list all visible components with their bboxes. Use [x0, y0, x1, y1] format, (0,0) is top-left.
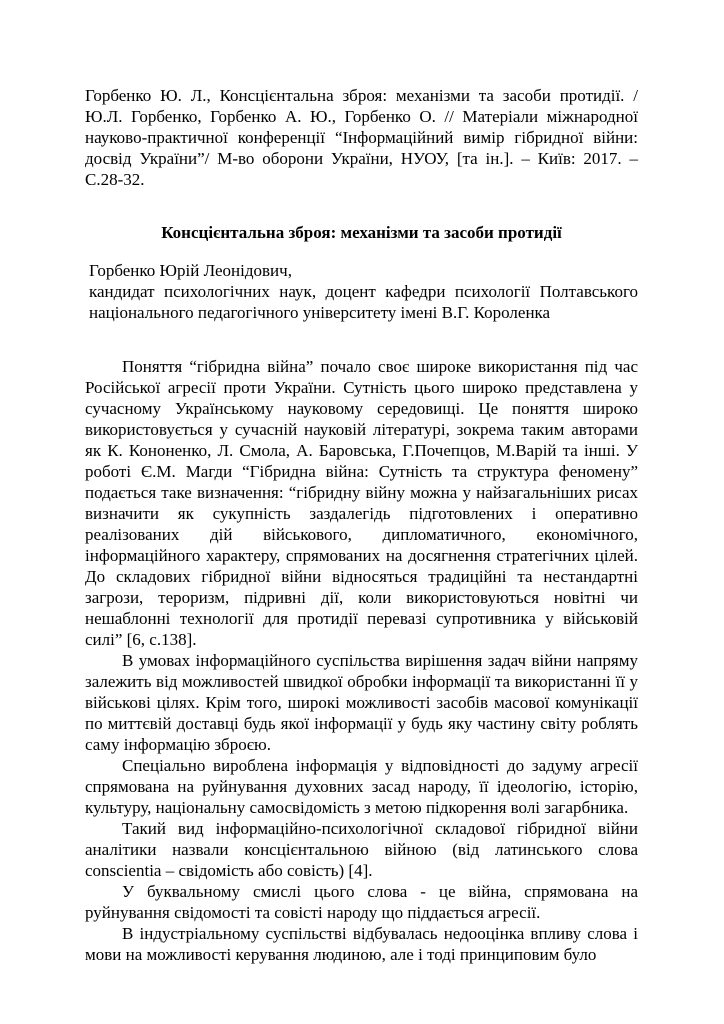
text-column	[85, 85, 638, 965]
author-name: Горбенко Юрій Леонідович,	[89, 261, 292, 280]
article-title: Консцієнтальна зброя: механізми та засоби протидії	[161, 223, 562, 242]
author-block	[85, 260, 638, 323]
body-paragraph: В індустріальному суспільстві відбувалась недооцінка впливу слова і мови на можливості керування людиною, але і тоді принциповим було	[85, 924, 638, 964]
article-body	[85, 356, 638, 965]
body-paragraph: Такий вид інформаційно-психологічної складової гібридної війни аналітики назвали консцієнтальною війною (від латинського слова conscientia – свідомість або совість) [4].	[85, 819, 638, 880]
body-paragraph: Поняття “гібридна війна” почало своє широке використання під час Російської агресії проти України. Сутність цього широко представлена у сучасному Українському науковому середовищі. Це поняття широко використовується у сучасній науковій літературі, зокрема таким авторами як К. Кононенко, Л. Смола, А. Баровська, Г.Почепцов, М.Варій та інші. У роботі Є.М. Магди “Гібридна війна: Сутність та структура феномену” подається таке визначення: “гібридну війну можна у найзагальніших рисах визначити як сукупність заздалегідь підготовлених і оперативно реалізованих дій військового, дипломатичного, економічного, інформаційного характеру, спрямованих на досягнення стратегічних цілей. До складових гібридної війни відносяться традиційні та нестандартні загрози, тероризм, підривні дії, коли використовуються новітні чи нешаблонні технології для протидії перевазі супротивника у військовій силі” [6, с.138].	[85, 357, 638, 649]
body-paragraph: Спеціально вироблена інформація у відповідності до задуму агресії спрямована на руйнування духовних засад народу, її ідеологію, історію, культуру, національну самосвідомість з метою підкорення волі загарбника.	[85, 756, 638, 817]
body-paragraph: У буквальному смислі цього слова - це війна, спрямована на руйнування свідомості та совісті народу що піддається агресії.	[85, 882, 638, 922]
body-paragraph: В умовах інформаційного суспільства вирішення задач війни напряму залежить від можливостей швидкої обробки інформації та використанні її у військові цілях. Крім того, широкі можливості засобів масової комунікації по миттєвій доставці будь якої інформації у будь яку частину світу роблять саму інформацію зброєю.	[85, 651, 638, 754]
bibliographic-citation: Горбенко Ю. Л., Консцієнтальна зброя: механізми та засоби протидії. / Ю.Л. Горбенко, Горбенко А. Ю., Горбенко О. // Матеріали міжнародної науково-практичної конференції “Інформаційний вимір гібридної війни: досвід України”/ М-во оборони України, НУОУ, [та ін.]. – Київ: 2017. – С.28-32.	[85, 86, 638, 189]
author-affiliation: кандидат психологічних наук, доцент кафедри психології Полтавського національного педагогічного університету імені В.Г. Короленка	[89, 282, 638, 322]
